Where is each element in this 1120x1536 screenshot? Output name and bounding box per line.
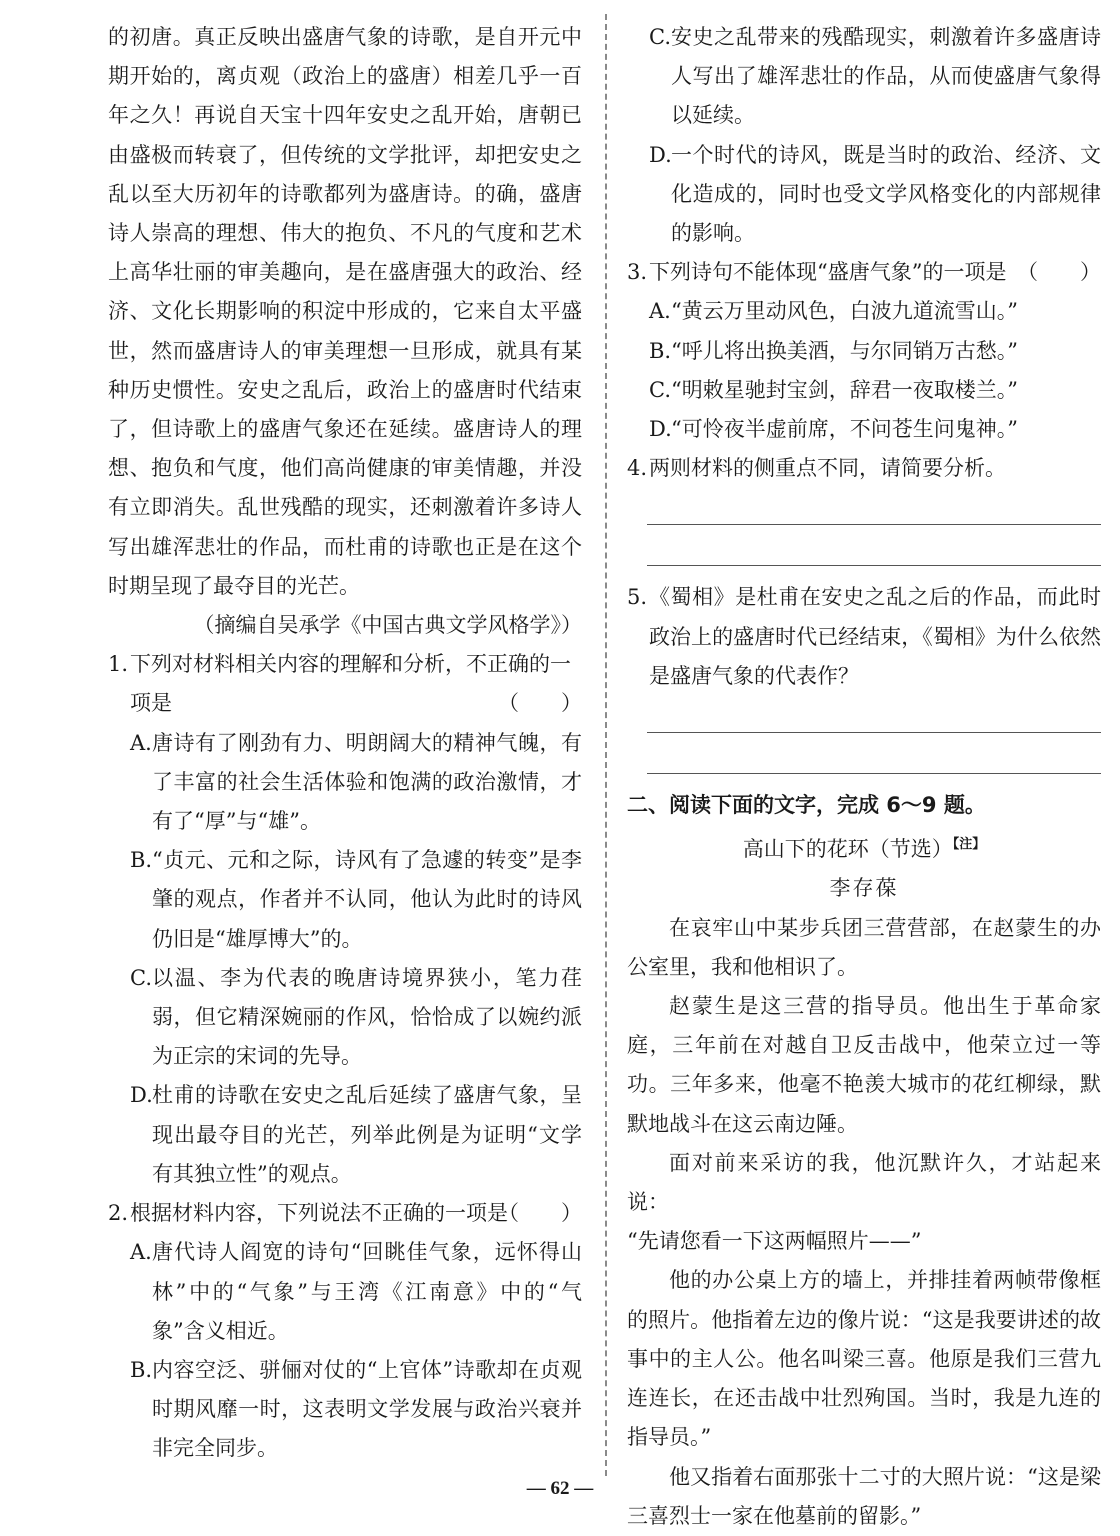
question-number: 2. (108, 1201, 129, 1226)
question-number: 1. (108, 652, 129, 677)
q3-option-b (627, 332, 1101, 371)
title-note-marker: 【注】 (952, 837, 986, 853)
answer-line[interactable] (647, 745, 1101, 774)
answer-bracket: （ ） (1017, 260, 1101, 285)
question-3 (627, 253, 1101, 292)
question-1 (108, 645, 582, 723)
answer-line[interactable] (647, 704, 1101, 733)
q2-option-b (108, 1351, 582, 1469)
story-paragraph: “先请您看一下这两幅照片——” (627, 1229, 922, 1254)
story-title (627, 825, 1101, 869)
answer-line[interactable] (647, 496, 1101, 525)
option-text: “明敕星驰封宝剑，辞君一夜取楼兰。” (671, 377, 1018, 402)
option-label: D. (649, 142, 672, 167)
answer-bracket: （ ） (498, 691, 582, 716)
option-text: “贞元、元和之际，诗风有了急遽的转变”是李肇的观点，作者并不认同，他认为此时的诗风仍旧是“雄厚博大”的。 (152, 848, 582, 951)
question-stem: 根据材料内容，下列说法不正确的一项是 (130, 1201, 508, 1226)
question-stem: 《蜀相》是杜甫在安史之乱之后的作品，而此时政治上的盛唐时代已经结束，《蜀相》为什么依然是盛唐气象的代表作？ (649, 585, 1101, 688)
question-stem: 下列对材料相关内容的理解和分析，不正确的一项是 (130, 652, 571, 716)
option-label: B. (130, 1357, 153, 1382)
story-paragraph: 他又指着右面那张十二寸的大照片说：“这是梁三喜烈士一家在他墓前的留影。” (627, 1464, 1101, 1528)
story-paragraph: 在哀牢山中某步兵团三营营部，在赵蒙生的办公室里，我和他相识了。 (627, 915, 1101, 979)
answer-bracket: （ ） (498, 1201, 582, 1226)
page-number: 62 (550, 1478, 570, 1499)
q1-option-a (108, 724, 582, 842)
question-5 (627, 578, 1101, 696)
question-stem-row (130, 645, 582, 723)
option-text: 唐诗有了刚劲有力、明朗阔大的精神气魄，有了丰富的社会生活体验和饱满的政治激情，才有了“厚”与“雄”。 (152, 730, 582, 834)
q1-option-c (108, 959, 582, 1077)
option-text: “呼儿将出换美酒，与尔同销万古愁。” (671, 338, 1018, 363)
question-number: 3. (627, 260, 648, 285)
option-label: A. (130, 730, 152, 755)
q1-option-b (108, 841, 582, 959)
left-column (108, 18, 582, 1476)
q2-option-d (627, 136, 1101, 254)
story-author: 李存葆 (829, 876, 899, 901)
option-label: B. (649, 338, 672, 363)
story-paragraph: 他的办公桌上方的墙上，并排挂着两帧带像框的照片。他指着左边的像片说：“这是我要讲述的故事中的主人公。他名叫梁三喜。他原是我们三营九连连长，在还击战中壮烈殉国。当时，我是九连的指导员。” (627, 1268, 1101, 1450)
option-text: “黄云万里动风色，白波九道流雪山。” (671, 299, 1018, 324)
option-text: 内容空泛、骈俪对仗的“上官体”诗歌却在贞观时期风靡一时，这表明文学发展与政治兴衰并非完全同步。 (152, 1357, 582, 1461)
option-label: B. (130, 848, 153, 873)
option-label: C. (649, 25, 671, 49)
q2-option-a (108, 1233, 582, 1351)
passage-paragraph: 的初唐。真正反映出盛唐气象的诗歌，是自开元中期开始的，离贞观（政治上的盛唐）相差几乎一百年之久！再说自天宝十四年安史之乱开始，唐朝已由盛极而转衰了，但传统的文学批评，却把安史之乱以至大历初年的诗歌都列为盛唐诗。的确，盛唐诗人崇高的理想、伟大的抱负、不凡的气度和艺术上高华壮丽的审美趣向，是在盛唐强大的政治、经济、文化长期影响的积淀中形成的，它来自太平盛世，然而盛唐诗人的审美理想一旦形成，就具有某种历史惯性。安史之乱后，政治上的盛唐时代结束了，但诗歌上的盛唐气象还在延续。盛唐诗人的理想、抱负和气度，他们高尚健康的审美情趣，并没有立即消失。乱世残酷的现实，还刺激着许多诗人写出雄浑悲壮的作品，而杜甫的诗歌也正是在这个时期呈现了最夺目的光芒。 (108, 25, 582, 598)
question-stem: 下列诗句不能体现“盛唐气象”的一项是 (649, 260, 1007, 285)
option-label: A. (649, 299, 671, 324)
option-text: 一个时代的诗风，既是当时的政治、经济、文化造成的，同时也受文学风格变化的内部规律的影响。 (671, 142, 1101, 246)
q2-option-c (627, 18, 1101, 136)
question-4 (627, 449, 1101, 488)
right-column (627, 18, 1101, 1528)
passage-source: （摘编自吴承学《中国古典文学风格学》） (193, 613, 582, 638)
question-stem: 两则材料的侧重点不同，请简要分析。 (649, 456, 1006, 481)
option-label: C. (649, 377, 671, 402)
option-text: 以温、李为代表的晚唐诗境界狭小，笔力荏弱，但它精深婉丽的作风，恰恰成了以婉约派为正宗的宋词的先导。 (152, 965, 582, 1069)
section-heading: 二、阅读下面的文字，完成 6～9 题。 (627, 793, 986, 818)
option-text: “可怜夜半虚前席，不问苍生问鬼神。” (671, 417, 1018, 442)
answer-line[interactable] (647, 537, 1101, 566)
option-text: 杜甫的诗歌在安史之乱后延续了盛唐气象，呈现出最夺目的光芒，列举此例是为证明“文学有其独立性”的观点。 (152, 1083, 582, 1186)
option-label: D. (649, 417, 672, 442)
option-label: A. (130, 1240, 152, 1265)
question-2 (108, 1194, 582, 1233)
q3-option-d (627, 410, 1101, 449)
story-paragraph: 赵蒙生是这三营的指导员。他出生于革命家庭，三年前在对越自卫反击战中，他荣立过一等功。三年多来，他毫不艳羡大城市的花红柳绿，默默地战斗在这云南边陲。 (627, 994, 1101, 1136)
column-divider (605, 14, 607, 1476)
question-number: 5. (627, 585, 648, 610)
option-label: D. (130, 1083, 153, 1108)
option-label: C. (130, 965, 152, 990)
option-text: 唐代诗人阎宽的诗句“回眺佳气象，远怀得山林”中的“气象”与王湾《江南意》中的“气象”含义相近。 (152, 1240, 582, 1343)
page-footer: — 62 — (526, 1478, 594, 1499)
q3-option-c (627, 371, 1101, 410)
q3-option-a (627, 292, 1101, 331)
story-paragraph: 面对前来采访的我，他沉默许久，才站起来说： (627, 1150, 1101, 1215)
story-title-text: 高山下的花环（节选） (742, 837, 953, 862)
q1-option-d (108, 1076, 582, 1194)
question-number: 4. (627, 456, 648, 481)
option-text: 安史之乱带来的残酷现实，刺激着许多盛唐诗人写出了雄浑悲壮的作品，从而使盛唐气象得以延续。 (671, 25, 1101, 128)
